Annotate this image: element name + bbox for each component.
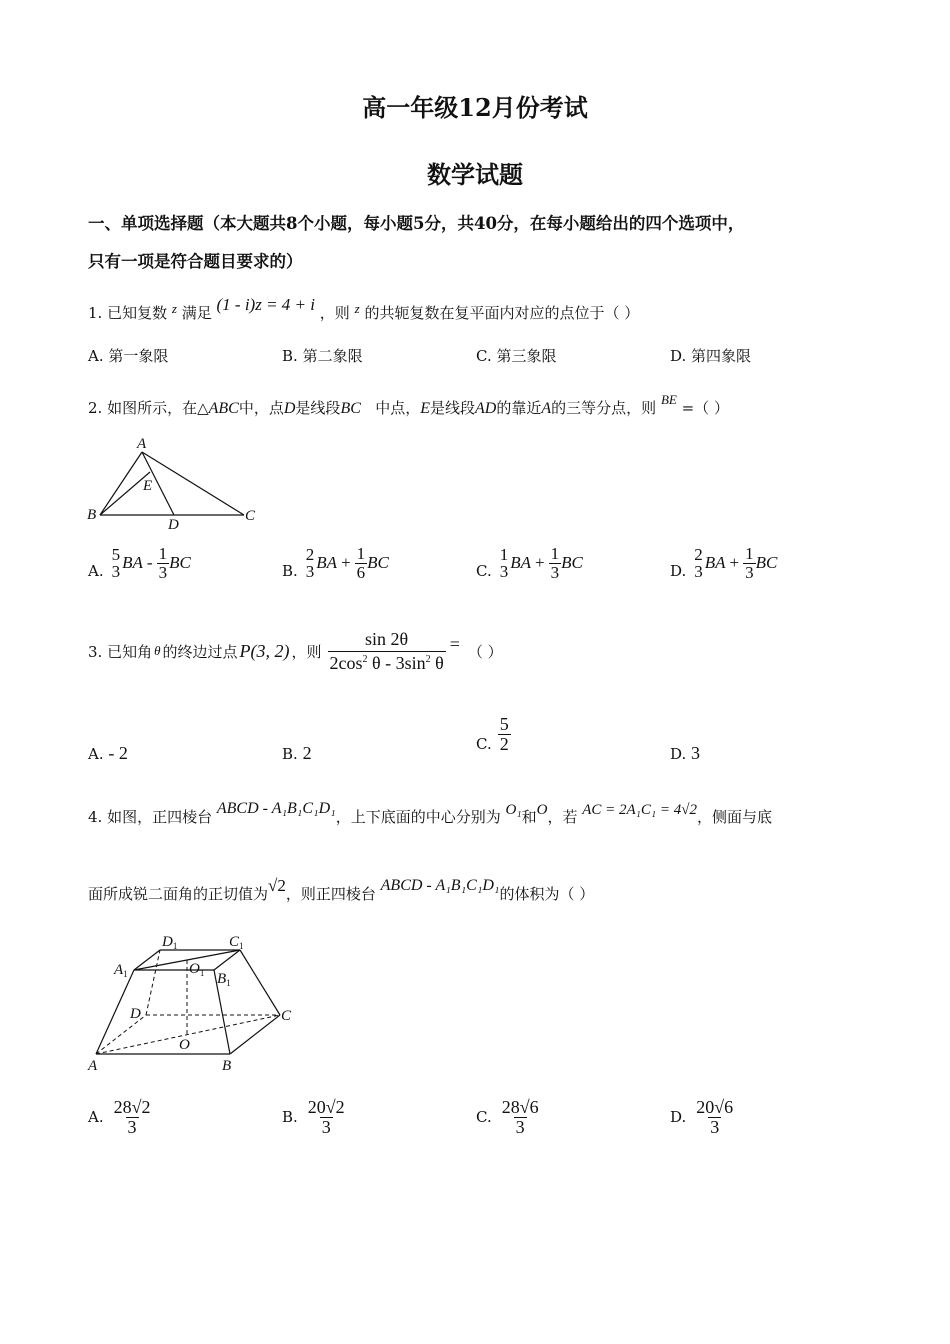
q4-condition: AC = 2A₁C₁ = 4√2 — [582, 802, 697, 818]
q2-option-c[interactable]: C. 1 3 BA + $\frac{1}{3}$ BC — [476, 544, 583, 582]
q3-expression: $\frac{\sin 2\theta}{2\cos^2 \theta - 3\sin^2 \theta}$ — [329, 629, 444, 673]
q3-option-d[interactable]: D. 3 — [670, 743, 701, 763]
label-b: B — [222, 1058, 232, 1074]
label-a: A — [88, 1058, 98, 1074]
q4-option-d[interactable]: D. $\frac{20√6}{3}$ — [670, 1097, 734, 1137]
vector-be: BE — [660, 392, 677, 407]
point-p: P(3, 2) — [239, 640, 290, 661]
q1-option-a[interactable]: A. 第一象限 — [88, 347, 169, 365]
label-c: C — [245, 508, 256, 524]
q1-option-b[interactable]: B. 第二象限 — [282, 347, 363, 365]
label-o1: $O_1$ — [189, 961, 205, 978]
q3-option-a[interactable]: A. - 2 — [88, 743, 128, 763]
q3-option-b[interactable]: B. 2 — [282, 743, 312, 763]
q2-option-b[interactable]: B. 2 3 BA + $\frac{1}{6}$ BC — [282, 544, 389, 582]
question-3: 3. 已知角 θ 的终边过点 P(3, 2) ，则 $\frac{\sin 2\theta}{2\cos^2 \theta - 3\sin^2 \theta}$ = （ ） — [88, 629, 503, 673]
label-a1: $A_1$ — [114, 962, 128, 979]
question-2: 2. 如图所示，在△ABC中，点D是线段BC 中点，E是线段AD的靠近A的三等分点，则 BE =（ ） — [88, 392, 729, 417]
section-heading-line2: 只有一项是符合题目要求的） — [88, 252, 303, 271]
triangle-figure — [82, 430, 272, 535]
question-4-line2: 面所成锐二面角的正切值为√2，则正四棱台 ABCD - A₁B₁C₁D₁的体积为（ ） — [88, 876, 595, 903]
page-title: 高一年级12月份考试 — [362, 93, 588, 122]
label-d: D — [130, 1006, 141, 1022]
q2-option-a[interactable]: A. 5 3 BA - $\frac{1}{3}$ BC — [88, 544, 191, 582]
q3-option-c[interactable]: C. $\frac{5}{2}$ — [476, 714, 509, 754]
q1-option-c[interactable]: C. 第三象限 — [476, 347, 557, 365]
solid-name: ABCD - A₁B₁C₁D₁ — [216, 800, 336, 817]
label-b: B — [87, 507, 97, 523]
frustum-figure — [82, 928, 312, 1078]
section-heading-line1: 一、单项选择题（本大题共8个小题，每小题5分，共40分，在每小题给出的四个选项中， — [88, 214, 745, 233]
label-d1: $D_1$ — [162, 934, 178, 951]
q4-option-c[interactable]: C. $\frac{28√6}{3}$ — [476, 1097, 539, 1137]
q1-option-d[interactable]: D. 第四象限 — [670, 347, 752, 365]
q1-equation: (1 - i)z = 4 + i — [216, 295, 316, 314]
q4-option-b[interactable]: B. $\frac{20√2}{3}$ — [282, 1097, 345, 1137]
label-b1: $B_1$ — [217, 971, 231, 988]
label-o: O — [179, 1037, 190, 1053]
label-e: E — [143, 478, 153, 494]
question-4-line1: 4. 如图，正四棱台 ABCD - A₁B₁C₁D₁，上下底面的中心分别为 O₁和O，若 AC = 2A₁C₁ = 4√2，侧面与底 — [88, 800, 772, 826]
label-c1: $C_1$ — [229, 934, 244, 951]
question-1: 1. 已知复数 z 满足 (1 - i)z = 4 + i ，则 z 的共轭复数在复平面内对应的点位于（ ） — [88, 295, 640, 322]
q2-option-d[interactable]: D. 2 3 BA + $\frac{1}{3}$ BC — [670, 544, 778, 582]
page-subtitle: 数学试题 — [427, 160, 523, 189]
label-c: C — [281, 1008, 292, 1024]
q4-option-a[interactable]: A. $\frac{28√2}{3}$ — [88, 1097, 151, 1137]
label-d: D — [168, 517, 179, 533]
label-a: A — [137, 436, 147, 452]
